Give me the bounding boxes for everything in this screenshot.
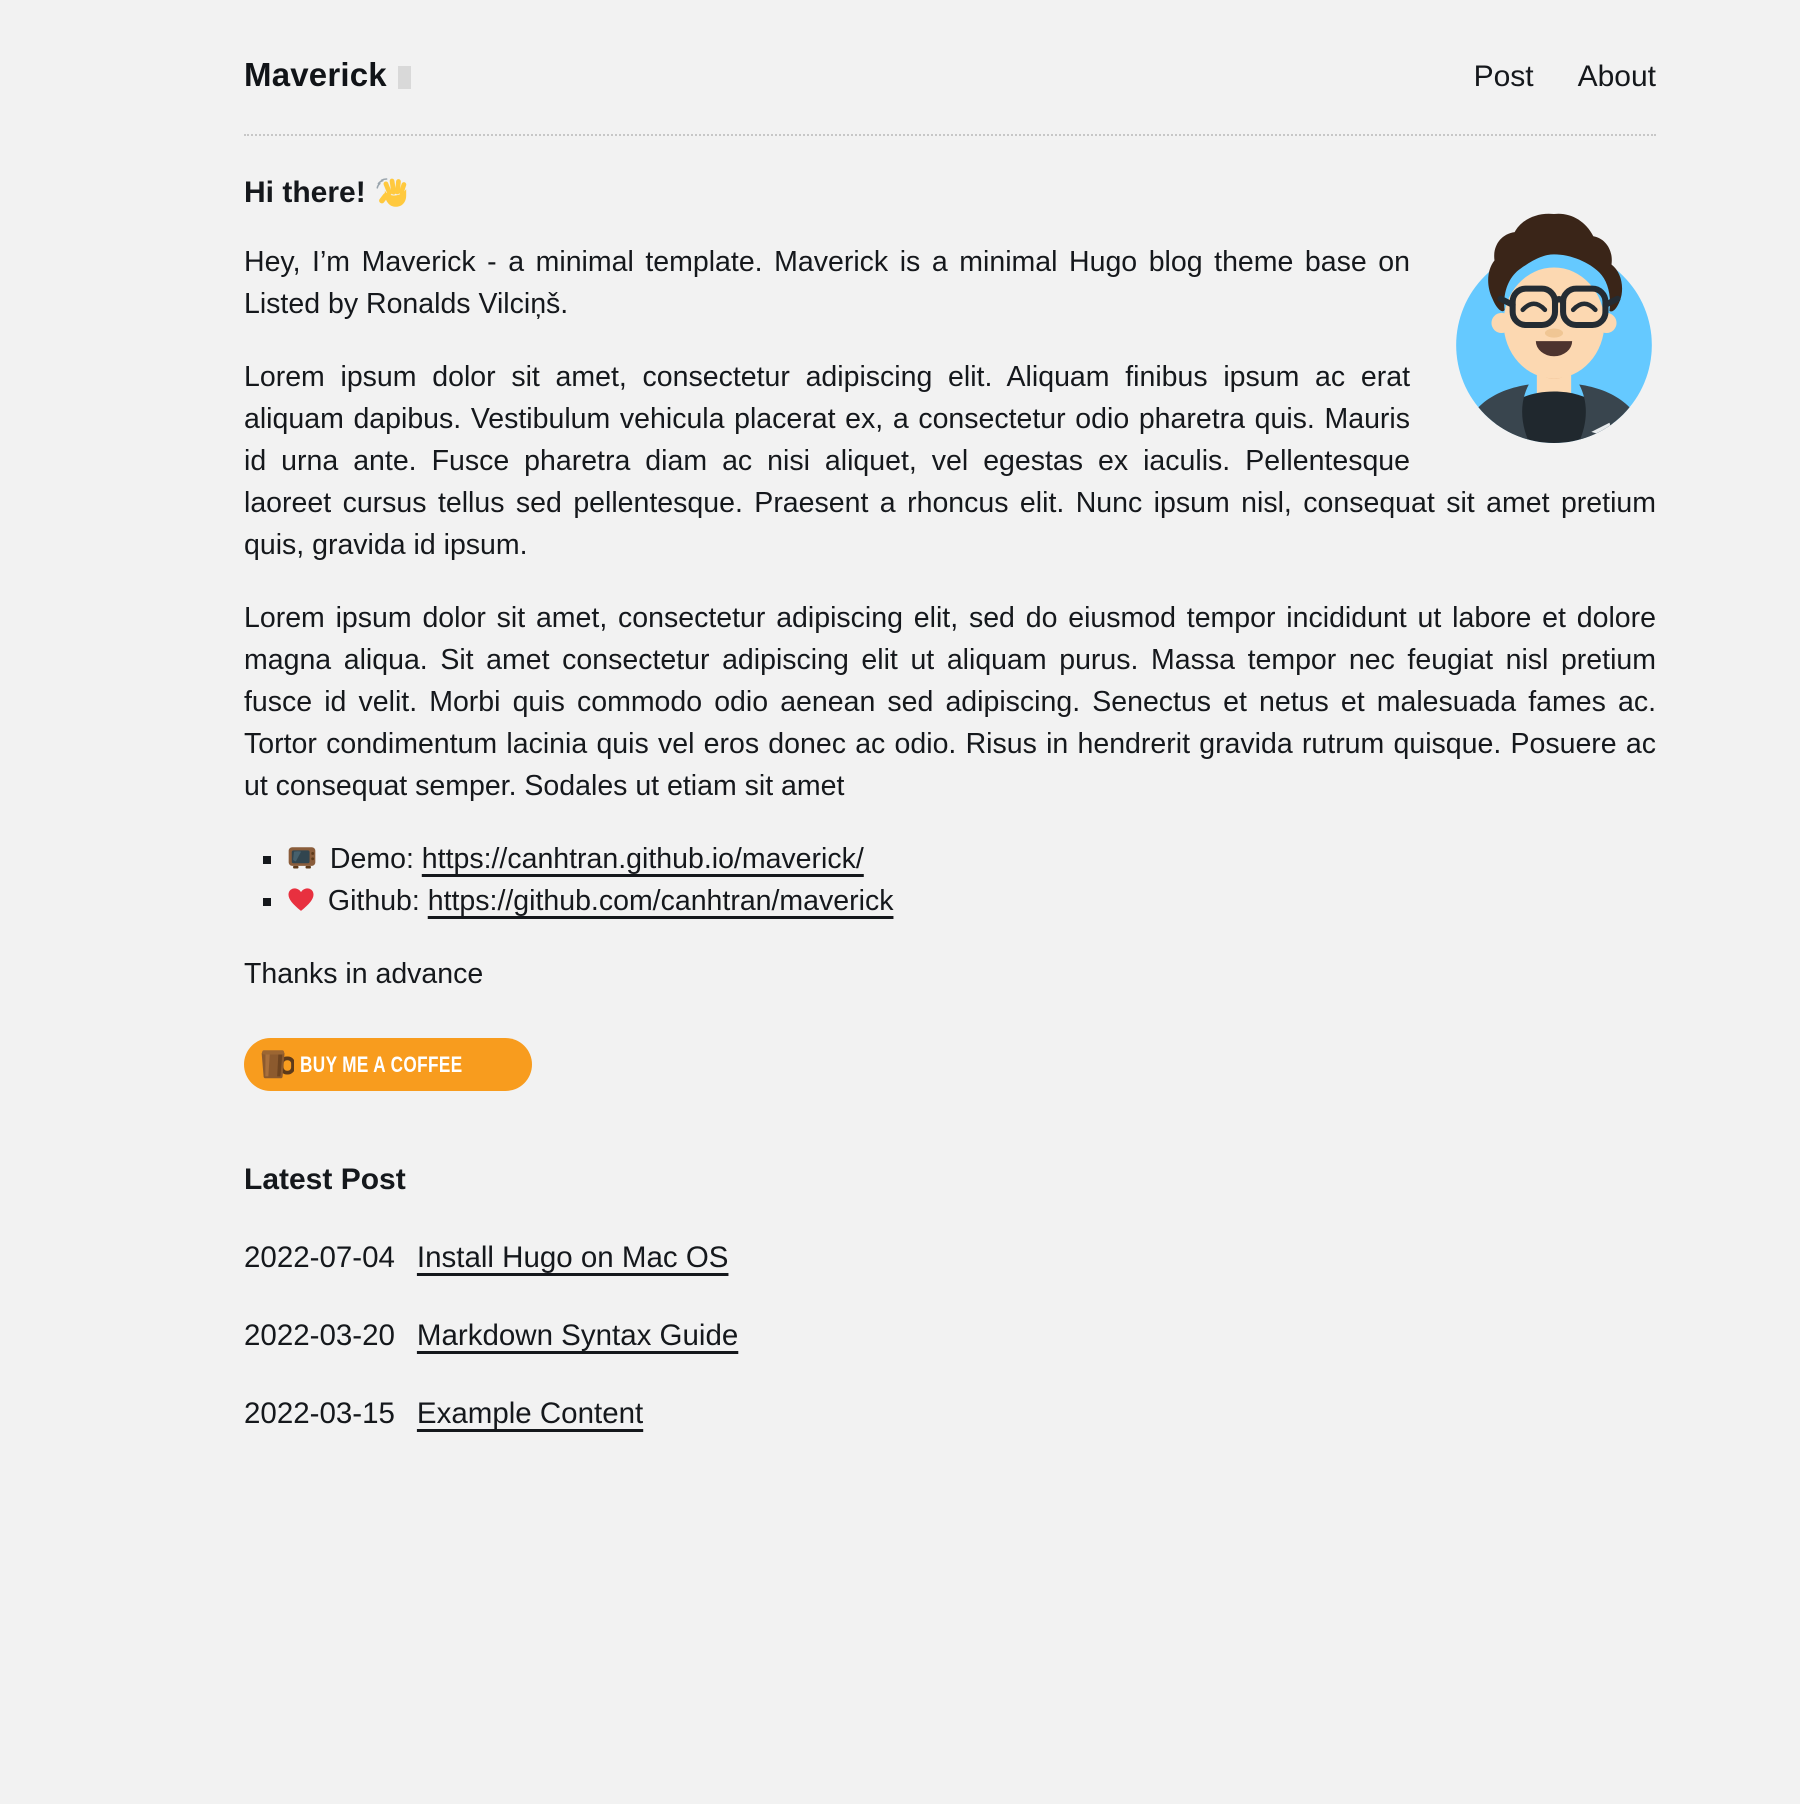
- demo-label: Demo:: [329, 843, 414, 875]
- site-header: [244, 56, 1656, 94]
- post-link-install-hugo[interactable]: Install Hugo on Mac OS: [416, 1241, 729, 1274]
- site-title-link[interactable]: [244, 56, 411, 94]
- post-date: 2022-07-04: [244, 1241, 395, 1274]
- coffee-mug-icon: [256, 1046, 294, 1084]
- nav-item-post[interactable]: Post: [1473, 60, 1534, 93]
- cursor-block-decoration: [398, 66, 411, 89]
- post-row: [244, 1241, 1656, 1275]
- latest-post-heading: Latest Post: [244, 1163, 406, 1196]
- site-nav: [1474, 60, 1656, 94]
- post-date: 2022-03-15: [244, 1397, 395, 1430]
- post-row: [244, 1319, 1656, 1353]
- intro-paragraph: Hey, I’m Maverick - a minimal template. Maverick is a minimal Hugo blog theme base on Listed by Ronalds Vilciņš.: [244, 246, 1410, 320]
- waving-hand-icon: [376, 176, 410, 210]
- thanks-text: Thanks in advance: [244, 958, 484, 990]
- greeting-heading: [244, 176, 1656, 210]
- greeting-text: Hi there!: [244, 176, 366, 209]
- post-row: [244, 1397, 1656, 1431]
- lorem-paragraph-1: Lorem ipsum dolor sit amet, consectetur adipiscing elit. Aliquam finibus ipsum ac erat aliquam dapibus. Vestibulum vehicula placerat ex, a consectetur odio pharetra quis. Mauris id urna ante. Fusce pharetra diam ac nisi aliquet, vel egestas ex iaculis. Pellentesque laoreet cursus tellus sed pellentesque. Praesent a rhoncus elit. Nunc ipsum nisl, consequat sit amet pretium quis, gravida id ipsum.: [244, 361, 1656, 561]
- tv-icon: [286, 841, 318, 873]
- resource-links-list: [244, 838, 1656, 922]
- github-label: Github:: [327, 885, 420, 917]
- site-title: Maverick: [244, 56, 387, 93]
- post-link-example-content[interactable]: Example Content: [416, 1397, 644, 1430]
- dotted-divider: [244, 134, 1656, 136]
- page-container: [244, 0, 1656, 1431]
- about-section: [244, 176, 1656, 1431]
- post-link-markdown-syntax[interactable]: Markdown Syntax Guide: [416, 1319, 739, 1352]
- nav-item-about[interactable]: About: [1577, 60, 1656, 93]
- demo-list-item: [286, 838, 1656, 880]
- github-list-item: [286, 880, 1656, 922]
- heart-icon: [286, 885, 316, 915]
- buy-me-a-coffee-label: BUY ME A COFFEE: [300, 1051, 463, 1077]
- post-date: 2022-03-20: [244, 1319, 395, 1352]
- github-url-link[interactable]: https://github.com/canhtran/maverick: [427, 885, 894, 917]
- demo-url-link[interactable]: https://canhtran.github.io/maverick/: [421, 843, 864, 875]
- lorem-paragraph-2: Lorem ipsum dolor sit amet, consectetur adipiscing elit, sed do eiusmod tempor incididunt ut labore et dolore magna aliqua. Sit amet consectetur adipiscing elit ut aliquam purus. Massa tempor nec feugiat nisl pretium fusce id velit. Morbi quis commodo odio aenean sed adipiscing. Senectus et netus et malesuada fames ac. Tortor condimentum lacinia quis vel eros donec ac odio. Risus in hendrerit gravida rutrum quisque. Posuere ac ut consequat semper. Sodales ut etiam sit amet: [244, 602, 1656, 802]
- author-avatar: [1452, 212, 1656, 446]
- buy-me-a-coffee-button[interactable]: [244, 1038, 532, 1091]
